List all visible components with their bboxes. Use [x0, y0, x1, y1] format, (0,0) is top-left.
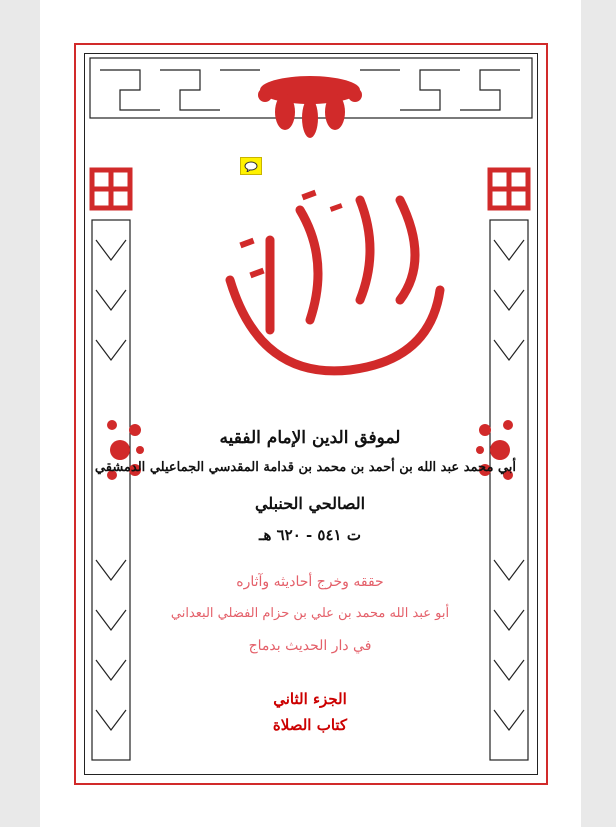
comment-icon[interactable]	[240, 157, 262, 175]
author-dates: ت ٥٤١ - ٦٢٠ هـ	[259, 526, 361, 544]
right-corner-knot	[490, 170, 528, 208]
left-corner-knot	[92, 170, 130, 208]
editor-name: أبو عبد الله محمد بن علي بن حزام الفضلي البعداني	[170, 606, 450, 621]
author-line-3: الصالحي الحنبلي	[254, 494, 366, 513]
title-calligraphy-strokes	[230, 200, 440, 371]
editor-place: في دار الحديث بدماج	[248, 638, 372, 654]
editor-intro: حققه وخرج أحاديثه وآثاره	[236, 574, 384, 590]
top-red-medallion	[258, 76, 362, 138]
right-side-column	[490, 220, 528, 760]
document-page	[40, 0, 581, 827]
author-line-2: أبي محمد عبد الله بن أحمد بن محمد بن قدامة المقدسي الجماعيلي الدمشقي	[94, 460, 516, 475]
left-side-column	[92, 220, 130, 760]
title-calligraphy-dots	[239, 190, 342, 278]
author-line-1: لموفق الدين الإمام الفقيه	[219, 428, 401, 448]
section-title: كتاب الصلاة	[272, 716, 348, 734]
book-title	[210, 355, 410, 356]
volume-number: الجزء الثاني	[273, 690, 347, 708]
